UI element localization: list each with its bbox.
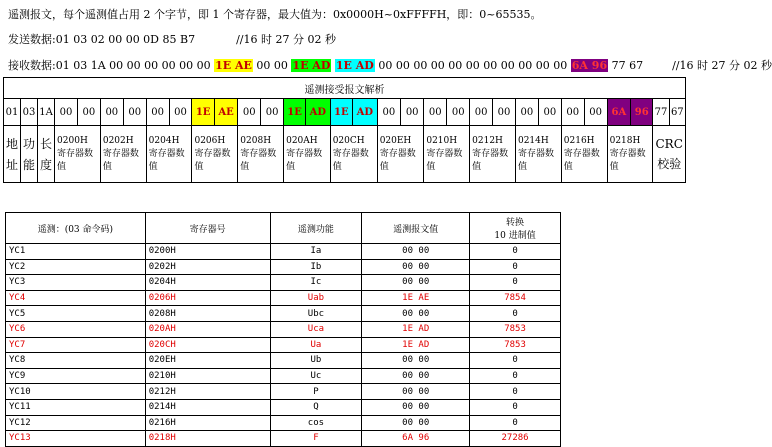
register-label: 0214H 寄存器数值 (515, 126, 561, 183)
table-cell: 0 (470, 275, 561, 291)
table-cell: 00 00 (362, 275, 470, 291)
table-cell: 020EH (145, 353, 270, 369)
table-cell: Ub (270, 353, 362, 369)
head-label-char: 能 (23, 158, 36, 172)
parse-table (3, 77, 686, 183)
byte-cell: 77 (653, 99, 669, 126)
byte-cell: 00 (77, 99, 100, 126)
byte-cell: 1E (192, 99, 214, 126)
table-cell: 0208H (145, 306, 270, 322)
table-cell: Ia (270, 244, 362, 260)
table-cell: YC12 (6, 415, 146, 431)
register-label: 0216H 寄存器数值 (561, 126, 607, 183)
byte-cell: 00 (538, 99, 561, 126)
byte-cell: 01 (4, 99, 21, 126)
recv-line (8, 57, 772, 73)
table-cell: YC5 (6, 306, 146, 322)
send-line (8, 31, 336, 47)
table-cell: YC13 (6, 431, 146, 447)
byte-cell: 00 (169, 99, 192, 126)
recv-time: //16 时 27 分 02 秒 (672, 59, 772, 72)
table-cell: 00 00 (362, 415, 470, 431)
byte-cell: AD (306, 99, 331, 126)
table-cell: F (270, 431, 362, 447)
byte-cell: 00 (584, 99, 607, 126)
recv-prefix: 01 03 1A 00 00 00 00 00 00 (55, 59, 211, 72)
table-cell: 0212H (145, 384, 270, 400)
table-cell: YC2 (6, 259, 146, 275)
byte-cell: 03 (21, 99, 38, 126)
map-header-cell: 转换 10 进制值 (470, 213, 561, 244)
register-label: 0206H 寄存器数值 (192, 126, 238, 183)
byte-cell: 00 (493, 99, 516, 126)
byte-cell: 00 (470, 99, 493, 126)
register-label: 020AH 寄存器数值 (284, 126, 331, 183)
register-label: 0210H 寄存器数值 (424, 126, 470, 183)
table-cell: Ib (270, 259, 362, 275)
byte-cell: 1E (330, 99, 352, 126)
map-header-row (6, 213, 561, 244)
map-header-cell: 遥测报文值 (362, 213, 470, 244)
table-cell: 0 (470, 259, 561, 275)
table-cell: 7853 (470, 321, 561, 337)
register-label: 0202H 寄存器数值 (100, 126, 146, 183)
table-cell: YC1 (6, 244, 146, 260)
table-cell: Uca (270, 321, 362, 337)
crc-label-line: CRC (655, 136, 683, 151)
table-row (6, 244, 561, 260)
recv-mid2: 00 00 00 00 00 00 00 00 00 00 00 (378, 59, 568, 72)
table-cell: 1E AE (362, 290, 470, 306)
table-cell: 6A 96 (362, 431, 470, 447)
byte-cell: 6A (607, 99, 631, 126)
byte-cell: 00 (146, 99, 169, 126)
table-cell: 0206H (145, 290, 270, 306)
table-cell: 0216H (145, 415, 270, 431)
send-time: //16 时 27 分 02 秒 (236, 33, 336, 46)
byte-cell: 67 (669, 99, 685, 126)
head-label-char: 址 (6, 158, 19, 172)
parse-title: 遥测接受报文解析 (4, 78, 686, 99)
table-cell: 1E AD (362, 321, 470, 337)
table-cell: 00 00 (362, 244, 470, 260)
table-cell: Q (270, 399, 362, 415)
register-map-table (5, 212, 561, 447)
byte-cell: 00 (515, 99, 538, 126)
head-label-char: 地 (6, 137, 19, 151)
table-cell: 0 (470, 368, 561, 384)
head-label (4, 126, 21, 183)
recv-highlight-3: 1E AD (335, 59, 374, 72)
table-cell: Ic (270, 275, 362, 291)
byte-cell: AD (352, 99, 377, 126)
crc-label (653, 126, 686, 183)
table-cell: Ubc (270, 306, 362, 322)
table-row (6, 431, 561, 447)
byte-cell: 1E (284, 99, 306, 126)
table-cell: YC9 (6, 368, 146, 384)
table-row (6, 399, 561, 415)
crc-label-line: 校验 (657, 156, 682, 171)
register-label: 0200H 寄存器数值 (55, 126, 101, 183)
recv-highlight-4: 6A 96 (571, 59, 608, 72)
byte-cell: 00 (377, 99, 400, 126)
table-row (6, 353, 561, 369)
table-cell: 00 00 (362, 384, 470, 400)
recv-suffix: 77 67 (611, 59, 644, 72)
map-header-cell: 遥测功能 (270, 213, 362, 244)
table-cell: 020AH (145, 321, 270, 337)
table-cell: 0218H (145, 431, 270, 447)
byte-cell: 1A (38, 99, 55, 126)
table-row (6, 306, 561, 322)
table-cell: 00 00 (362, 353, 470, 369)
table-cell: 0204H (145, 275, 270, 291)
table-cell: 0210H (145, 368, 270, 384)
register-label: 020CH 寄存器数值 (330, 126, 377, 183)
table-row (6, 321, 561, 337)
table-row (6, 290, 561, 306)
send-bytes: 01 03 02 00 00 0D 85 B7 (55, 33, 196, 46)
label-row (4, 126, 686, 183)
table-cell: Uab (270, 290, 362, 306)
byte-cell: 00 (238, 99, 261, 126)
head-label (38, 126, 55, 183)
byte-cell: 00 (401, 99, 424, 126)
intro-text: 遥测报文，每个遥测值占用 2 个字节，即 1 个寄存器，最大值为：0x0000H~0xFFFFH，即：0~65535。 (8, 8, 542, 21)
table-cell: 7853 (470, 337, 561, 353)
table-cell: YC6 (6, 321, 146, 337)
table-cell: 0 (470, 399, 561, 415)
table-cell: Uc (270, 368, 362, 384)
send-label: 发送数据: (8, 33, 56, 46)
register-label: 0204H 寄存器数值 (146, 126, 192, 183)
table-cell: 0 (470, 306, 561, 322)
table-cell: 00 00 (362, 368, 470, 384)
table-row (6, 368, 561, 384)
head-label-char: 长 (40, 137, 53, 151)
table-cell: 27286 (470, 431, 561, 447)
table-cell: 0202H (145, 259, 270, 275)
table-cell: 0200H (145, 244, 270, 260)
table-row (6, 275, 561, 291)
table-cell: 0 (470, 415, 561, 431)
table-cell: P (270, 384, 362, 400)
table-cell: 0 (470, 353, 561, 369)
recv-label: 接收数据: (8, 59, 56, 72)
register-label: 020EH 寄存器数值 (377, 126, 424, 183)
head-label (21, 126, 38, 183)
register-label: 0218H 寄存器数值 (607, 126, 653, 183)
table-cell: 0 (470, 384, 561, 400)
table-cell: YC3 (6, 275, 146, 291)
recv-mid1: 00 00 (256, 59, 288, 72)
table-cell: YC8 (6, 353, 146, 369)
byte-cell: 00 (261, 99, 284, 126)
map-header-cell: 寄存器号 (145, 213, 270, 244)
table-row (6, 259, 561, 275)
table-cell: YC4 (6, 290, 146, 306)
table-cell: cos (270, 415, 362, 431)
byte-cell: 96 (631, 99, 653, 126)
register-label: 0208H 寄存器数值 (238, 126, 284, 183)
byte-cell: 00 (561, 99, 584, 126)
table-cell: 00 00 (362, 399, 470, 415)
table-row (6, 415, 561, 431)
table-cell: 7854 (470, 290, 561, 306)
table-row (6, 337, 561, 353)
byte-cell: 00 (123, 99, 146, 126)
table-cell: 00 00 (362, 306, 470, 322)
table-row (6, 384, 561, 400)
byte-cell: 00 (100, 99, 123, 126)
byte-cell: AE (214, 99, 237, 126)
table-cell: 00 00 (362, 259, 470, 275)
recv-highlight-2: 1E AD (292, 59, 331, 72)
head-label-char: 功 (23, 137, 36, 151)
head-label-char: 度 (40, 158, 53, 172)
table-cell: Ua (270, 337, 362, 353)
table-cell: YC10 (6, 384, 146, 400)
table-cell: 0214H (145, 399, 270, 415)
byte-row (4, 99, 686, 126)
table-cell: YC11 (6, 399, 146, 415)
table-cell: YC7 (6, 337, 146, 353)
recv-highlight-1: 1E AE (215, 59, 252, 72)
byte-cell: 00 (55, 99, 78, 126)
byte-cell: 00 (447, 99, 470, 126)
table-cell: 0 (470, 244, 561, 260)
byte-cell: 00 (424, 99, 447, 126)
table-cell: 1E AD (362, 337, 470, 353)
table-cell: 020CH (145, 337, 270, 353)
map-header-cell: 遥测：(03 命令码) (6, 213, 146, 244)
register-label: 0212H 寄存器数值 (470, 126, 516, 183)
